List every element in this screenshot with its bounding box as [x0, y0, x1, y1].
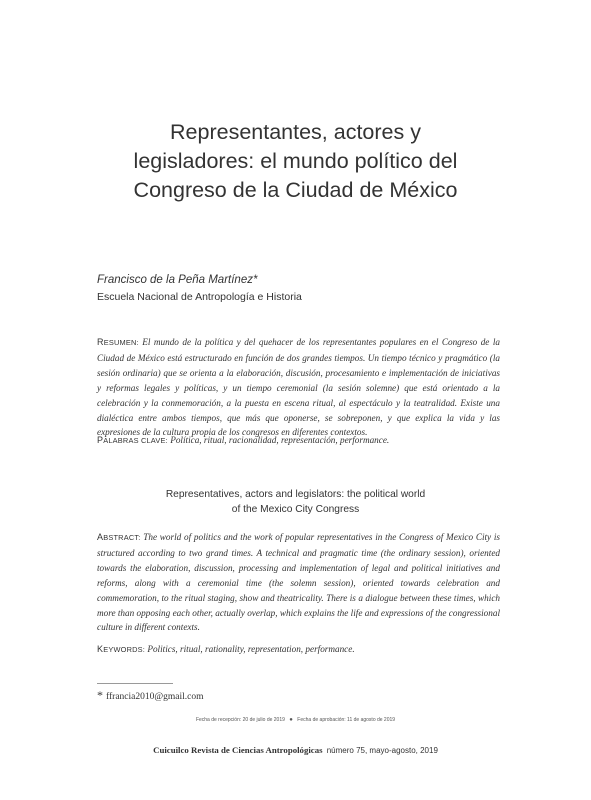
keywords-label-rest: EYWORDS:	[103, 645, 146, 654]
journal-issue: número 75, mayo-agosto, 2019	[326, 746, 438, 755]
palabras-clave-paragraph	[97, 433, 500, 449]
palabras-clave-label-rest: ALABRAS CLAVE:	[103, 436, 168, 445]
received-date: Fecha de recepción: 20 de julio de 2019	[195, 717, 285, 723]
article-title	[0, 118, 591, 205]
english-title	[0, 488, 591, 517]
english-title-line: of the Mexico City Congress	[231, 503, 360, 515]
footnote	[97, 688, 203, 703]
footnote-divider	[97, 683, 173, 684]
accepted-date: Fecha de aprobación: 11 de agosto de 2019	[297, 717, 396, 723]
resumen-paragraph	[97, 335, 500, 440]
title-line: Congreso de la Ciudad de México	[133, 178, 458, 202]
author-affiliation: Escuela Nacional de Antropología e Historia	[97, 291, 302, 303]
footnote-marker: *	[97, 688, 103, 702]
palabras-clave-label-initial: P	[97, 435, 104, 445]
journal-footer	[0, 745, 591, 755]
english-title-line: Representatives, actors and legislators: the political world	[165, 489, 426, 500]
palabras-clave-text: Política, ritual, racionalidad, representación, performance.	[170, 435, 390, 445]
keywords-paragraph	[97, 642, 500, 658]
palabras-clave-label	[97, 435, 168, 445]
resumen-label-initial: R	[97, 337, 104, 347]
keywords-label	[97, 644, 145, 654]
journal-name: Cuicuilco Revista de Ciencias Antropológicas	[153, 745, 323, 755]
keywords-text: Politics, ritual, rationality, representation, performance.	[147, 644, 355, 654]
abstract-text: The world of politics and the work of popular representatives in the Congress of Mexico City is structured according to two grand times. A technical and pragmatic time (the ordinary session), oriented towards the elaboration, discussion, processing and implementation of legal and political initiatives and reforms, along with a ceremonial time (the solemn session), oriented towards celebration and commemoration, to the ritual staging, show and theatricality. There is a dialogue between these times, which more than opposing each other, actually overlap, which explains the life and expressions of the congressional culture in different contexts.	[97, 532, 501, 633]
resumen-text: El mundo de la política y del quehacer de los representantes populares en el Congreso de la Ciudad de México está estructurado en función de dos grandes tiempos. Un tiempo técnico y pragmático (la sesión ordinaria) que se orienta a la elaboración, discusión, procesamiento e implementación de iniciativas y reformas legales y políticas, y un tiempo ceremonial (la sesión solemne) que está orientado a la celebración y la conmemoración, a la puesta en escena ritual, al espectáculo y la teatralidad. Existe una dialéctica entre ambos tiempos, que más que oponerse, se sobreponen, y que explica la vida y las expresiones de la cultura propia de los congresos en diferentes contextos.	[97, 337, 500, 438]
keywords-label-initial: K	[97, 644, 104, 654]
abstract-label-initial: A	[97, 532, 104, 542]
abstract-paragraph	[97, 530, 500, 635]
author-name: Francisco de la Peña Martínez*	[97, 274, 258, 286]
resumen-label	[97, 337, 139, 347]
abstract-label	[97, 532, 141, 542]
publication-dates	[0, 717, 591, 723]
footnote-email[interactable]: ffrancia2010@gmail.com	[106, 692, 204, 702]
bullet-separator-icon: ●	[289, 717, 293, 723]
abstract-label-rest: BSTRACT:	[103, 533, 141, 542]
title-line: legisladores: el mundo político del	[133, 149, 458, 173]
title-line: Representantes, actores y	[170, 120, 421, 144]
resumen-label-rest: ESUMEN:	[103, 338, 139, 347]
